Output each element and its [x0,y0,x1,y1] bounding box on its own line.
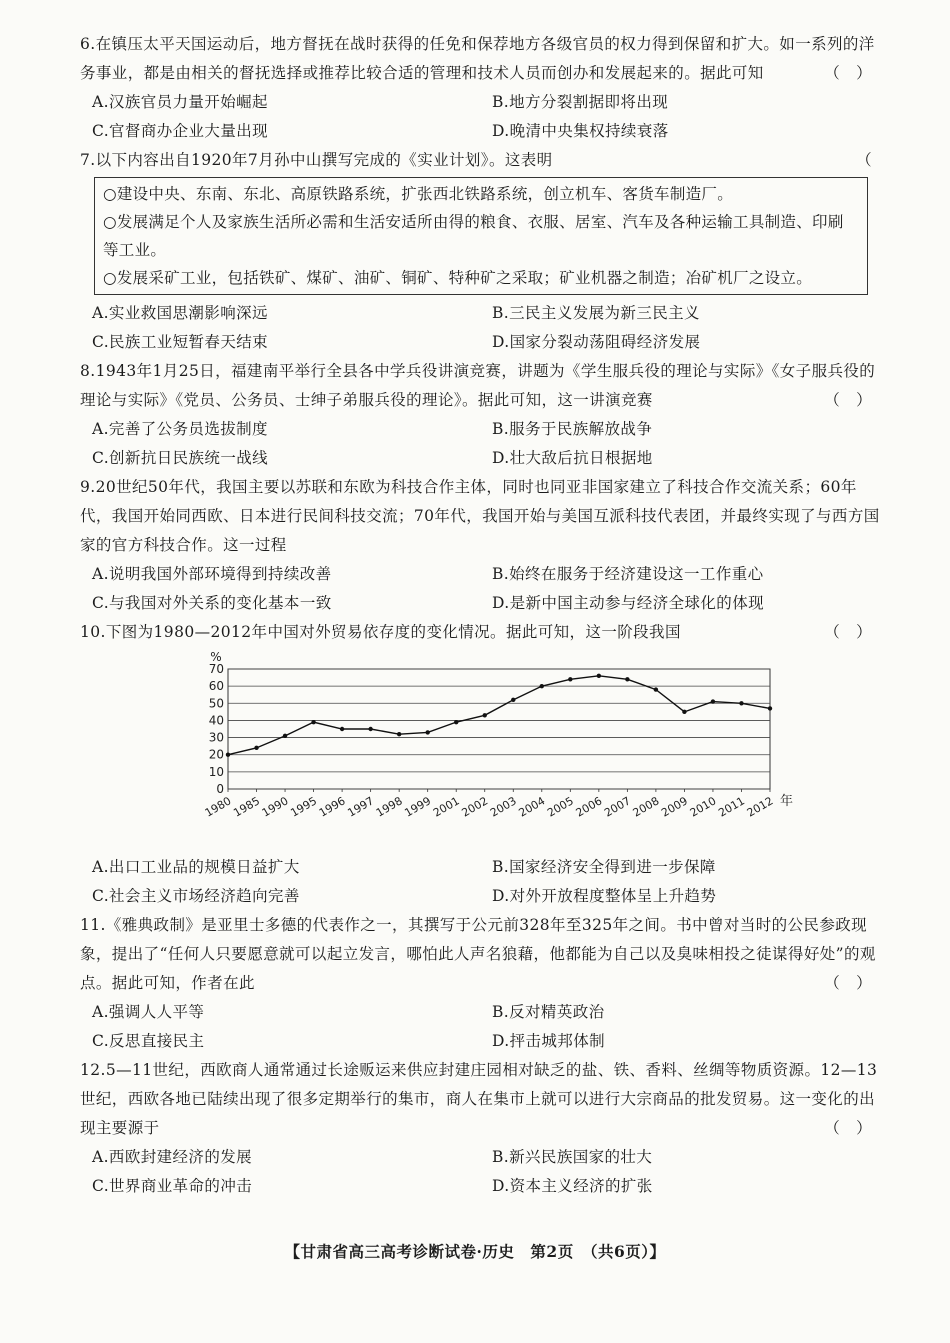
data-point [768,706,772,710]
data-point [425,730,429,734]
x-axis-label: 年 [780,794,794,809]
data-point [597,674,601,678]
answer-paren: （ ） [824,623,872,641]
data-point [711,699,715,703]
option-d: D.晚清中央集权持续衰落 [492,122,669,140]
option-c: C.民族工业短暂春天结束 [92,333,269,351]
option-d: D.是新中国主动参与经济全球化的体现 [492,594,765,612]
quote-line: ○发展满足个人及家族生活所必需和生活安适所由得的粮食、衣服、居室、汽车及各种运输工具制造、印刷等工业。 [103,213,844,259]
data-point [283,734,287,738]
question-6-options [80,88,880,146]
data-point [739,701,743,705]
option-b: B.服务于民族解放战争 [492,420,653,438]
exam-page [80,30,880,1201]
answer-paren: （ ） [824,64,872,82]
question-9 [80,473,880,560]
y-tick-label: 60 [208,679,224,694]
option-a: A.西欧封建经济的发展 [92,1148,253,1166]
plot-frame [228,669,770,789]
data-point [397,732,401,736]
data-point [540,684,544,688]
y-tick-label: 50 [208,696,224,711]
data-point [511,698,515,702]
option-b: B.反对精英政治 [492,1003,605,1021]
question-9-text: 9.20世纪50年代，我国主要以苏联和东欧为科技合作主体，同时也同亚非国家建立了科技合作交流关系；60年代，我国开始同西欧、日本进行民间科技交流；70年代，我国开始与美国互派科技代表团，并最终实现了与西方国家的官方科技合作。这一过程 [80,478,880,554]
option-c: C.与我国对外关系的变化基本一致 [92,594,332,612]
x-tick-label: 2002 [459,794,491,820]
option-d: D.对外开放程度整体呈上升趋势 [492,887,717,905]
page-footer: 【甘肃省高三高考诊断试卷·历史 第2页 （共6页）】 [284,1242,666,1261]
x-tick-label: 2009 [659,794,690,820]
x-tick-label: 1996 [316,794,348,820]
y-tick-label: 10 [208,764,224,779]
option-a: A.完善了公务员选拔制度 [92,420,268,438]
data-point [454,720,458,724]
series-line [228,676,770,755]
x-tick-label: 1998 [373,794,405,820]
question-7-options [80,299,880,357]
option-a: A.强调人人平等 [92,1003,205,1021]
data-point [625,677,629,681]
question-7 [80,146,880,175]
answer-paren: （ ） [824,391,872,409]
data-point [654,687,658,691]
y-tick-label: 30 [208,730,224,745]
option-c: C.创新抗日民族统一战线 [92,449,269,467]
question-12-text: 12.5—11世纪，西欧商人通常通过长途贩运来供应封建庄园相对缺乏的盐、铁、香料、丝绸等物质资源。12—13世纪，西欧各地已陆续出现了很多定期举行的集市，商人在集市上就可以进行大宗商品的批发贸易。这一变化的出现主要源于 [80,1061,878,1137]
option-a: A.实业救国思潮影响深远 [92,304,268,322]
x-tick-label: 1999 [402,794,434,820]
question-6-text: 6.在镇压太平天国运动后，地方督抚在战时获得的任免和保荐地方各级官员的权力得到保留和扩大。如一系列的洋务事业，都是由相关的督抚选择或推荐比较合适的管理和技术人员而创办和发展起来的。据此可知 [80,35,875,82]
data-point [368,727,372,731]
answer-paren: （ ） [824,974,872,992]
data-point [340,727,344,731]
option-b: B.国家经济安全得到进一步保障 [492,858,716,876]
y-tick-label: 0 [216,782,224,796]
x-tick-label: 2004 [516,794,548,820]
data-point [483,713,487,717]
x-tick-label: 2008 [630,794,662,820]
option-c: C.世界商业革命的冲击 [92,1177,253,1195]
data-point [311,720,315,724]
x-tick-label: 2010 [687,794,719,820]
option-c: C.官督商办企业大量出现 [92,122,269,140]
question-9-options [80,560,880,618]
question-10-options [80,853,880,911]
question-11-text: 11.《雅典政制》是亚里士多德的代表作之一，其撰写于公元前328年至325年之间。书中曾对当时的公民参政现象，提出了“任何人只要愿意就可以起立发言，哪怕此人声名狼藉，他都能为自己以及臭味相投之徒谋得好处”的观点。据此可知，作者在此 [80,916,876,992]
question-6 [80,30,880,88]
option-c: C.反思直接民主 [92,1032,205,1050]
trade-dependency-chart [80,649,880,849]
quote-line: ○建设中央、东南、东北、高原铁路系统，扩张西北铁路系统，创立机车、客货车制造厂。 [103,185,734,203]
y-tick-label: 40 [208,713,224,728]
y-tick-label: 20 [208,747,224,762]
question-8-options [80,415,880,473]
answer-paren: （ [856,151,872,169]
option-c: C.社会主义市场经济趋向完善 [92,887,300,905]
x-tick-label: 1997 [345,794,377,820]
x-tick-label: 2003 [488,794,519,820]
x-tick-label: 1995 [288,794,320,820]
quote-box [94,177,868,295]
question-12 [80,1056,880,1143]
x-tick-label: 1985 [231,794,263,820]
option-a: A.汉族官员力量开始崛起 [92,93,268,111]
question-7-text: 7.以下内容出自1920年7月孙中山撰写完成的《实业计划》。这表明 [80,151,553,169]
option-a: A.出口工业品的规模日益扩大 [92,858,300,876]
question-10-text: 10.下图为1980—2012年中国对外贸易依存度的变化情况。据此可知，这一阶段我国 [80,623,681,641]
option-a: A.说明我国外部环境得到持续改善 [92,565,332,583]
option-d: D.资本主义经济的扩张 [492,1177,653,1195]
option-d: D.壮大敌后抗日根据地 [492,449,653,467]
data-point [254,746,258,750]
x-tick-label: 2007 [602,794,633,820]
option-b: B.地方分裂割据即将出现 [492,93,669,111]
question-8-text: 8.1943年1月25日，福建南平举行全县各中学兵役讲演竞赛，讲题为《学生服兵役的理论与实际》《女子服兵役的理论与实际》《党员、公务员、士绅子弟服兵役的理论》。据此可知，这一讲演竞赛 [80,362,876,409]
option-b: B.三民主义发展为新三民主义 [492,304,700,322]
data-point [226,753,230,757]
question-12-options [80,1143,880,1201]
option-d: D.抨击城邦体制 [492,1032,606,1050]
y-axis-label: % [210,650,222,664]
x-tick-label: 1980 [202,794,234,820]
x-tick-label: 2011 [716,794,747,820]
answer-paren: （ ） [824,1119,872,1137]
option-d: D.国家分裂动荡阻碍经济发展 [492,333,701,351]
option-b: B.新兴民族国家的壮大 [492,1148,653,1166]
x-tick-label: 2006 [573,794,605,820]
line-chart [80,649,880,849]
x-tick-label: 2012 [744,794,776,820]
y-tick-label: 70 [208,662,224,676]
quote-line: ○发展采矿工业，包括铁矿、煤矿、油矿、铜矿、特种矿之采取；矿业机器之制造；冶矿机厂之设立。 [103,269,813,287]
question-11 [80,911,880,998]
option-b: B.始终在服务于经济建设这一工作重心 [492,565,764,583]
data-point [682,710,686,714]
x-tick-label: 2001 [430,794,462,820]
question-8 [80,357,880,415]
x-tick-label: 1990 [259,794,291,820]
question-10 [80,618,880,647]
question-11-options [80,998,880,1056]
x-tick-label: 2005 [545,794,576,820]
data-point [568,677,572,681]
